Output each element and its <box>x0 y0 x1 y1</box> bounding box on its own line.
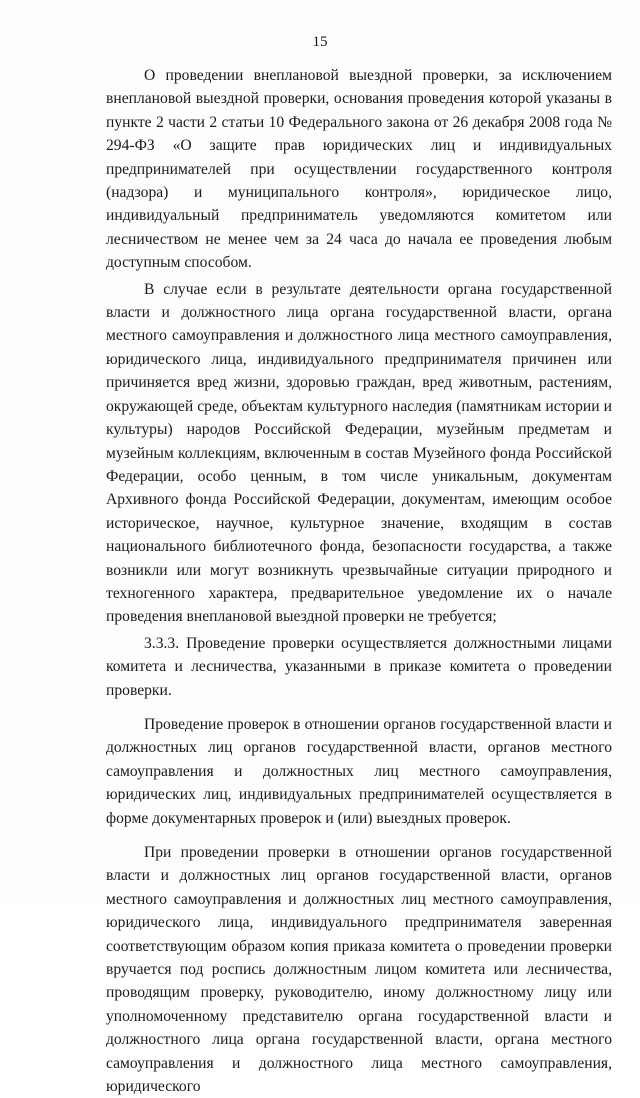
paragraph-order-copy-delivery: При проведении проверки в отношении органов государственной власти и должностных лиц органов государственной власти, органов местного самоуправления и должностных лиц местного самоуправления, юридического лица, индивидуального предпринимателя заверенная соответствующим образом копия приказа комитета о проведении проверки вручается под роспись должностным лицом комитета или лесничества, проводящим проверку, руководителю, иному должностному лицу или уполномоченному представителю органа государственной власти и должностного лица органа государственной власти, органа местного самоуправления и должностного лица местного самоуправления, юридического <box>106 844 612 1096</box>
paragraph-3-3-3-inspection-officials: 3.3.3. Проведение проверки осуществляется должностными лицами комитета и лесничества, указанными в приказе комитета о проведении проверки. <box>106 634 612 699</box>
paragraph-unscheduled-inspection-notice: О проведении внеплановой выездной проверки, за исключением внеплановой выездной проверки, основания проведения которой указаны в пункте 2 части 2 статьи 10 Федерального закона от 26 декабря 2008 года № 294-ФЗ «О защите прав юридических лиц и индивидуальных предпринимателей при осуществлении государственного контроля (надзора) и муниципального контроля», юридическое лицо, индивидуальный предприниматель уведомляются комитетом или лесничеством не менее чем за 24 часа до начала ее проведения любым доступным способом. <box>106 67 612 272</box>
document-body <box>106 64 612 1098</box>
paragraph-inspection-forms: Проведение проверок в отношении органов государственной власти и должностных лиц органов государственной власти, органов местного самоуправления и должностных лиц местного самоуправления, юридических лиц, индивидуальных предпринимателей осуществляется в форме документарных проверок и (или) выездных проверок. <box>106 715 612 827</box>
paragraph-no-notice-required: В случае если в результате деятельности органа государственной власти и должностного лица органа государственной власти, органа местного самоуправления и должностного лица местного самоуправления, юридического лица, индивидуального предпринимателя причинен или причиняется вред жизни, здоровью граждан, вред животным, растениям, окружающей среде, объектам культурного наследия (памятникам истории и культуры) народов Российской Федерации, музейным предметам и музейным коллекциям, включенным в состав Музейного фонда Российской Федерации, особо ценным, в том числе уникальным, документам Архивного фонда Российской Федерации, документам, имеющим особое историческое, научное, культурное значение, входящим в состав национального библиотечного фонда, безопасности государства, а также возникли или могут возникнуть чрезвычайные ситуации природного и техногенного характера, предварительное уведомление их о начале проведения внеплановой выездной проверки не требуется; <box>106 280 612 626</box>
page-number: 15 <box>312 34 328 50</box>
